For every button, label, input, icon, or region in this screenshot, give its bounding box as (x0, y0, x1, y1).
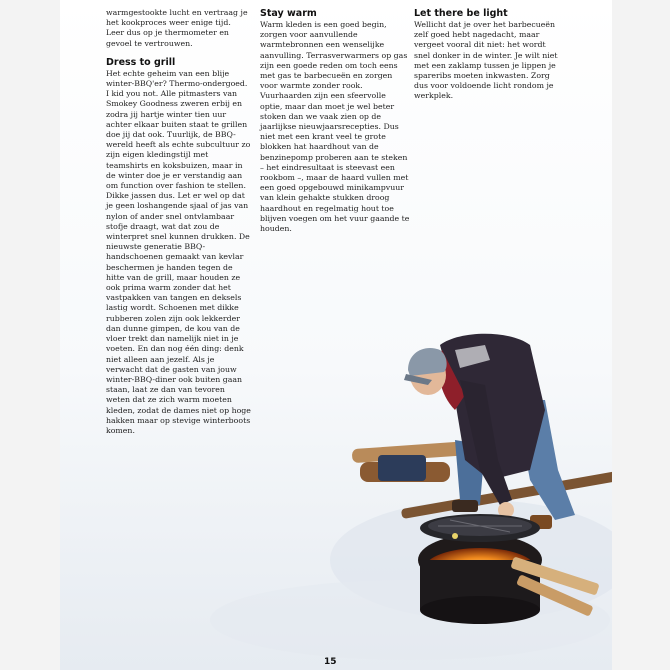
column-1 (106, 8, 251, 436)
section-heading-stay-warm: Stay warm (260, 8, 317, 19)
column-3 (414, 8, 562, 102)
lead-paragraph: warmgestookte lucht en vertraag je het kookproces weer enige tijd. Leer dus op je thermometer en gevoel te vertrouwen. (106, 8, 248, 48)
page-number: 15 (324, 657, 337, 667)
magazine-page (60, 0, 612, 670)
body-paragraph: Warm kleden is een goed begin, zorgen voor aanvullende warmtebronnen een wenselijke aanvulling. Terrasverwarmers op gas zijn een goede reden om toch eens met gas te barbecueën en zorgen voor warmte zonder rook. Vuurhaarden zijn een sfeervolle optie, maar dan moet je wel beter stoken dan we vaak zien op de jaarlijkse nieuwjaarsrecepties. Dus niet met een krant veel te grote blokken hat haardhout van de benzinepomp proberen aan te steken – het eindresultaat is steevast een rookbom –, maar de haard vullen met een goed opgebouwd minikampvuur van klein gehakte stukken droog haardhout en regelmatig hout toe blijven voegen om het vuur gaande te houden. (260, 20, 410, 234)
column-2 (260, 8, 410, 234)
body-paragraph: Het echte geheim van een blije winter-BBQ'er? Thermo-ondergoed. I kid you not. Alle pitmasters van Smokey Goodness zweren erbij en zodra jij hartje winter tien uur achter elkaar buiten staat te grillen doe jij dat ook. Tuurlijk, de BBQ-wereld heeft als echte subcultuur zo zijn eigen kledingstijl met teamshirts en koksbuizen, maar in de winter doe je er verstandig aan om function over fashion te stellen. Dikke jassen dus. Let er wel op dat je geen loshangende sjaal of jas van nylon of ander snel ontvlambaar stofje draagt, wat dat zou de winterpret snel kunnen drukken. De nieuwste generatie BBQ-handschoenen gemaakt van kevlar beschermen je handen tegen de hitte van de grill, maar houden ze ook prima warm zonder dat het vastpakken van tangen en deksels lastig wordt. Schoenen met dikke rubberen zolen zijn ook lekkerder dan dunne gimpen, de kou van de vloer trekt dan namelijk niet in je voeten. En dan nog één ding: denk niet alleen aan jezelf. Als je verwacht dat de gasten van jouw winter-BBQ-diner ook buiten gaan staan, laat ze dan van tevoren weten dat ze zich warm moeten kleden, zodat de dames niet op hoge hakken maar op stevige winterboots komen. (106, 68, 251, 435)
body-paragraph: Wellicht dat je over het barbecueën zelf goed hebt nagedacht, maar vergeet vooral dit niet: het wordt snel donker in de winter. Je wilt niet met een zaklamp tussen je lippen je spareribs moeten inkwasten. Zorg dus voor voldoende licht rondom je werkplek. (414, 20, 558, 101)
section-heading-let-there-be-light: Let there be light (414, 8, 508, 19)
section-heading-dress-to-grill: Dress to grill (106, 56, 176, 68)
